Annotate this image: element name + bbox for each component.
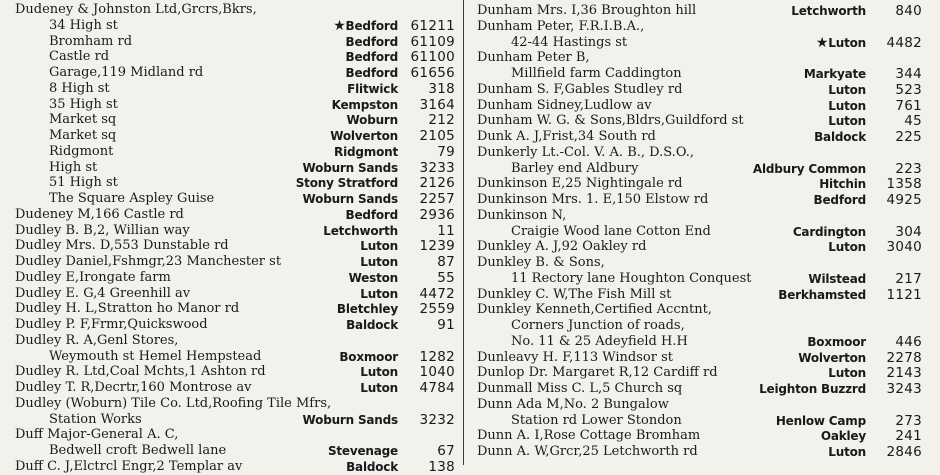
entry-text: Dunham Peter B, — [477, 50, 590, 66]
entry-text: Dudley B. B,2, Willian way — [15, 222, 190, 238]
entry-place: Luton — [828, 240, 866, 255]
entry-place: Bedford — [813, 193, 866, 207]
directory-entry — [15, 301, 455, 317]
entry-phone-number: 446 — [895, 333, 922, 350]
entry-text: Dudley P. F,Frmr,Quickswood — [15, 317, 208, 332]
entry-phone-number: 1358 — [886, 176, 922, 193]
entry-phone-number: 318 — [428, 80, 455, 97]
entry-phone-number: 45 — [904, 113, 922, 130]
directory-entry — [511, 35, 922, 51]
entry-place: Luton — [360, 381, 398, 395]
entry-text: Dudley Daniel,Fshmgr,23 Manchester st — [15, 254, 282, 269]
entry-text: Bromham rd — [49, 33, 133, 49]
directory-entry — [49, 443, 455, 459]
entry-text: Dudley E,Irongate farm — [15, 269, 171, 285]
entry-text: Dudley R. A,Genl Stores, — [15, 332, 179, 348]
entry-text: Dunkinson N, — [477, 207, 567, 223]
entry-phone-number: 523 — [895, 81, 922, 98]
entry-phone-number: 3040 — [886, 239, 922, 256]
directory-entry — [15, 396, 455, 412]
entry-text: 35 High st — [49, 96, 118, 112]
entry-phone-number: 217 — [895, 270, 922, 287]
entry-place: Baldock — [346, 318, 398, 332]
directory-entry — [49, 97, 455, 113]
entry-phone-number: 11 — [437, 222, 455, 239]
entry-place: Bedford — [345, 18, 398, 33]
entry-text: Dudley T. R,Decrtr,160 Montrose av — [15, 380, 252, 395]
entry-phone-number: 304 — [895, 223, 922, 240]
entry-text: Corners Junction of roads, — [511, 318, 685, 333]
directory-entry — [511, 318, 922, 334]
directory-entry — [477, 145, 922, 161]
entry-text: Bedwell croft Bedwell lane — [49, 443, 227, 458]
entry-place: Luton — [828, 114, 866, 129]
entry-text: Dunham Sidney,Ludlow av — [477, 97, 652, 113]
entry-phone-number: 1282 — [419, 348, 455, 365]
directory-entry — [15, 459, 455, 475]
entry-place: Oakley — [820, 429, 866, 444]
entry-text: The Square Aspley Guise — [49, 191, 215, 206]
entry-text: Weymouth st Hemel Hempstead — [49, 348, 262, 364]
entry-place: Luton — [360, 286, 398, 301]
directory-entry — [49, 175, 455, 191]
directory-entry — [477, 176, 922, 192]
entry-place: Woburn Sands — [302, 192, 398, 206]
entry-place: Luton — [828, 445, 866, 459]
directory-entry — [15, 286, 455, 302]
entry-place: Weston — [348, 270, 398, 285]
directory-entry — [511, 271, 922, 287]
entry-text: Dudley H. L,Stratton ho Manor rd — [15, 301, 240, 317]
directory-entry — [49, 412, 455, 428]
directory-entry — [511, 66, 922, 82]
entry-place: Ridgmont — [334, 144, 398, 159]
directory-entry — [15, 364, 455, 380]
entry-text: Castle rd — [49, 49, 110, 65]
entry-place: Baldock — [346, 459, 398, 474]
entry-text: Dudeney M,166 Castle rd — [15, 206, 184, 222]
directory-entry — [477, 428, 922, 444]
directory-entry — [15, 223, 455, 239]
entry-text: Dunkley C. W,The Fish Mill st — [477, 286, 672, 302]
column-divider — [463, 0, 464, 465]
entry-text: Garage,119 Midland rd — [49, 65, 204, 80]
entry-text: Dunleavy H. F,113 Windsor st — [477, 349, 673, 365]
entry-text: Dudley E. G,4 Greenhill av — [15, 285, 191, 301]
entry-text: 11 Rectory lane Houghton Conquest — [511, 270, 752, 286]
entry-phone-number: 344 — [895, 66, 922, 82]
entry-text: Dunlop Dr. Margaret R,12 Cardiff rd — [477, 365, 718, 381]
entry-phone-number: 840 — [895, 3, 922, 19]
directory-entry — [477, 129, 922, 145]
entry-phone-number: 212 — [428, 112, 455, 129]
entry-place: Henlow Camp — [775, 413, 866, 428]
directory-entry — [15, 270, 455, 286]
directory-entry — [49, 18, 455, 34]
directory-entry — [477, 397, 922, 413]
entry-place: Bedford — [345, 66, 398, 80]
entry-place: Luton — [360, 255, 398, 269]
entry-text: Dunkley Kenneth,Certified Accntnt, — [477, 302, 712, 318]
entry-text: High st — [49, 159, 98, 175]
entry-place: Bedford — [345, 207, 398, 222]
entry-phone-number: 2936 — [419, 206, 455, 223]
directory-entry — [49, 81, 455, 97]
entry-phone-number: 61100 — [410, 49, 455, 66]
directory-entry — [477, 98, 922, 114]
entry-text: 51 High st — [49, 175, 118, 191]
entry-text: 42-44 Hastings st — [511, 34, 628, 50]
directory-entry — [49, 144, 455, 160]
entry-place: Luton — [360, 239, 398, 254]
entry-text: Dunkley B. & Sons, — [477, 255, 605, 270]
entry-text: Dunkinson Mrs. 1. E,150 Elstow rd — [477, 192, 709, 207]
entry-place: Aldbury Common — [752, 161, 866, 176]
directory-entry — [477, 239, 922, 255]
entry-phone-number: 2143 — [886, 365, 922, 382]
directory-entry — [477, 3, 922, 19]
entry-text: Dunham W. G. & Sons,Bldrs,Guildford st — [477, 113, 744, 129]
entry-phone-number: 4482 — [886, 34, 922, 51]
entry-text: Dunham Mrs. I,36 Broughton hill — [477, 3, 697, 18]
entry-text: Dunkinson E,25 Nightingale rd — [477, 176, 683, 192]
directory-entry — [477, 82, 922, 98]
entry-place: Hitchin — [819, 177, 866, 192]
entry-text: Duff Major-General A. C, — [15, 427, 179, 443]
directory-entry — [477, 255, 922, 271]
entry-phone-number: 2559 — [419, 301, 455, 318]
entry-text: Barley end Aldbury — [511, 160, 639, 176]
entry-place: Woburn — [346, 113, 398, 128]
directory-entry — [15, 380, 455, 396]
entry-text: Dunn A. W,Grcr,25 Letchworth rd — [477, 444, 698, 459]
entry-text: Dudley R. Ltd,Coal Mchts,1 Ashton rd — [15, 364, 266, 380]
entry-place: Bedford — [345, 50, 398, 65]
entry-place: Leighton Buzzrd — [759, 382, 866, 396]
entry-place: Stevenage — [327, 444, 398, 458]
entry-phone-number: 67 — [437, 443, 455, 459]
entry-text: No. 11 & 25 Adeyfield H.H — [511, 333, 688, 349]
directory-entry — [15, 333, 455, 349]
entry-phone-number: 4472 — [419, 285, 455, 302]
entry-phone-number: 138 — [428, 458, 455, 475]
entry-place: Luton — [828, 82, 866, 97]
entry-phone-number: 1040 — [419, 364, 455, 381]
directory-entry — [49, 128, 455, 144]
directory-entry — [49, 191, 455, 207]
entry-phone-number: 55 — [437, 269, 455, 286]
entry-place: Berkhamsted — [778, 287, 866, 302]
entry-text: Dudley Mrs. D,553 Dunstable rd — [15, 238, 229, 254]
entry-text: Duff C. J,Elctrcl Engr,2 Templar av — [15, 458, 243, 474]
entry-text: Dunkley A. J,92 Oakley rd — [477, 239, 647, 255]
entry-phone-number: 1121 — [886, 286, 922, 303]
entry-place: Boxmoor — [807, 334, 866, 349]
entry-phone-number: 3232 — [419, 411, 455, 428]
directory-entry — [477, 302, 922, 318]
entry-place: Luton — [828, 366, 866, 381]
entry-text: Market sq — [49, 112, 117, 128]
directory-entry — [15, 2, 455, 18]
entry-phone-number: 61109 — [410, 33, 455, 50]
entry-text: Dunkerly Lt.-Col. V. A. B., D.S.O., — [477, 144, 694, 160]
entry-place: Wolverton — [330, 129, 398, 143]
directory-entry — [15, 317, 455, 333]
entry-place: Bedford — [345, 34, 398, 49]
directory-entry — [477, 113, 922, 129]
entry-text: Dudley (Woburn) Tile Co. Ltd,Roofing Tile Mfrs, — [15, 395, 332, 411]
entry-place: Kempston — [331, 97, 398, 112]
directory-entry — [15, 207, 455, 223]
entry-text: 8 High st — [49, 80, 110, 96]
entry-phone-number: 61656 — [410, 65, 455, 81]
directory-entry — [49, 34, 455, 50]
entry-place: Cardington — [792, 224, 866, 239]
directory-entry — [15, 254, 455, 270]
entry-place: Woburn Sands — [302, 160, 398, 175]
directory-entry — [477, 365, 922, 381]
entry-phone-number: 1239 — [419, 238, 455, 255]
entry-phone-number: 2278 — [886, 349, 922, 366]
directory-entry — [49, 65, 455, 81]
entry-text: Dunmall Miss C. L,5 Church sq — [477, 381, 683, 396]
directory-entry — [49, 49, 455, 65]
directory-entry — [477, 444, 922, 460]
entry-phone-number: 273 — [895, 412, 922, 429]
directory-entry — [477, 381, 922, 397]
entry-text: Dunham Peter, F.R.I.B.A., — [477, 18, 645, 34]
entry-text: Millfield farm Caddington — [511, 66, 682, 81]
entry-phone-number: 241 — [895, 428, 922, 445]
entry-phone-number: 3233 — [419, 159, 455, 176]
directory-entry — [511, 161, 922, 177]
entry-place: Woburn Sands — [302, 412, 398, 427]
entry-phone-number: 2257 — [419, 191, 455, 207]
directory-entry — [477, 19, 922, 35]
entry-phone-number: 4784 — [419, 380, 455, 396]
entry-phone-number: 4925 — [886, 192, 922, 208]
entry-phone-number: 61211 — [410, 17, 455, 34]
entry-phone-number: 223 — [895, 160, 922, 177]
directory-entry — [49, 160, 455, 176]
entry-place: Bletchley — [336, 302, 398, 317]
directory-entry — [477, 208, 922, 224]
directory-entry — [511, 334, 922, 350]
entry-place: Stony Stratford — [295, 176, 398, 191]
entry-phone-number: 3164 — [419, 96, 455, 113]
entry-text: Ridgmont — [49, 143, 114, 159]
entry-text: Dunn A. I,Rose Cottage Bromham — [477, 428, 701, 444]
star-icon: ★ — [333, 17, 346, 34]
star-icon: ★ — [815, 34, 829, 51]
entry-place: Letchworth — [791, 4, 866, 18]
entry-phone-number: 3243 — [886, 381, 922, 397]
entry-text: Station Works — [49, 411, 142, 427]
entry-phone-number: 79 — [437, 143, 455, 160]
directory-entry — [511, 224, 922, 240]
entry-place: Boxmoor — [339, 349, 398, 364]
entry-text: Dunn Ada M,No. 2 Bungalow — [477, 396, 669, 412]
entry-place: Flitwick — [347, 81, 398, 96]
directory-entry — [15, 238, 455, 254]
entry-text: 34 High st — [49, 17, 118, 33]
entry-place: Wolverton — [798, 350, 866, 365]
directory-entry — [477, 350, 922, 366]
entry-text: Dudeney & Johnston Ltd,Grcrs,Bkrs, — [15, 2, 257, 17]
entry-place: Letchworth — [323, 223, 398, 238]
directory-entry — [477, 50, 922, 66]
entry-text: Market sq — [49, 128, 117, 143]
entry-text: Dunham S. F,Gables Studley rd — [477, 81, 683, 97]
entry-place: Markyate — [803, 67, 866, 81]
directory-entry — [511, 413, 922, 429]
entry-text: Dunk A. J,Frist,34 South rd — [477, 129, 656, 144]
entry-place: Baldock — [814, 130, 866, 144]
entry-text: Station rd Lower Stondon — [511, 412, 682, 428]
entry-place: Luton — [828, 35, 866, 50]
entry-place: Luton — [360, 365, 398, 380]
entry-phone-number: 2846 — [886, 444, 922, 460]
entry-phone-number: 91 — [437, 317, 455, 333]
directory-entry — [49, 349, 455, 365]
entry-phone-number: 2126 — [419, 175, 455, 192]
entry-place: Luton — [828, 98, 866, 113]
directory-entry — [49, 112, 455, 128]
entry-phone-number: 2105 — [419, 128, 455, 144]
entry-phone-number: 87 — [437, 254, 455, 270]
directory-entry — [477, 192, 922, 208]
directory-entry — [15, 427, 455, 443]
entry-place: Wilstead — [808, 271, 866, 286]
directory-entry — [477, 287, 922, 303]
entry-phone-number: 761 — [895, 97, 922, 114]
entry-phone-number: 225 — [895, 129, 922, 145]
entry-text: Craigie Wood lane Cotton End — [511, 223, 711, 239]
